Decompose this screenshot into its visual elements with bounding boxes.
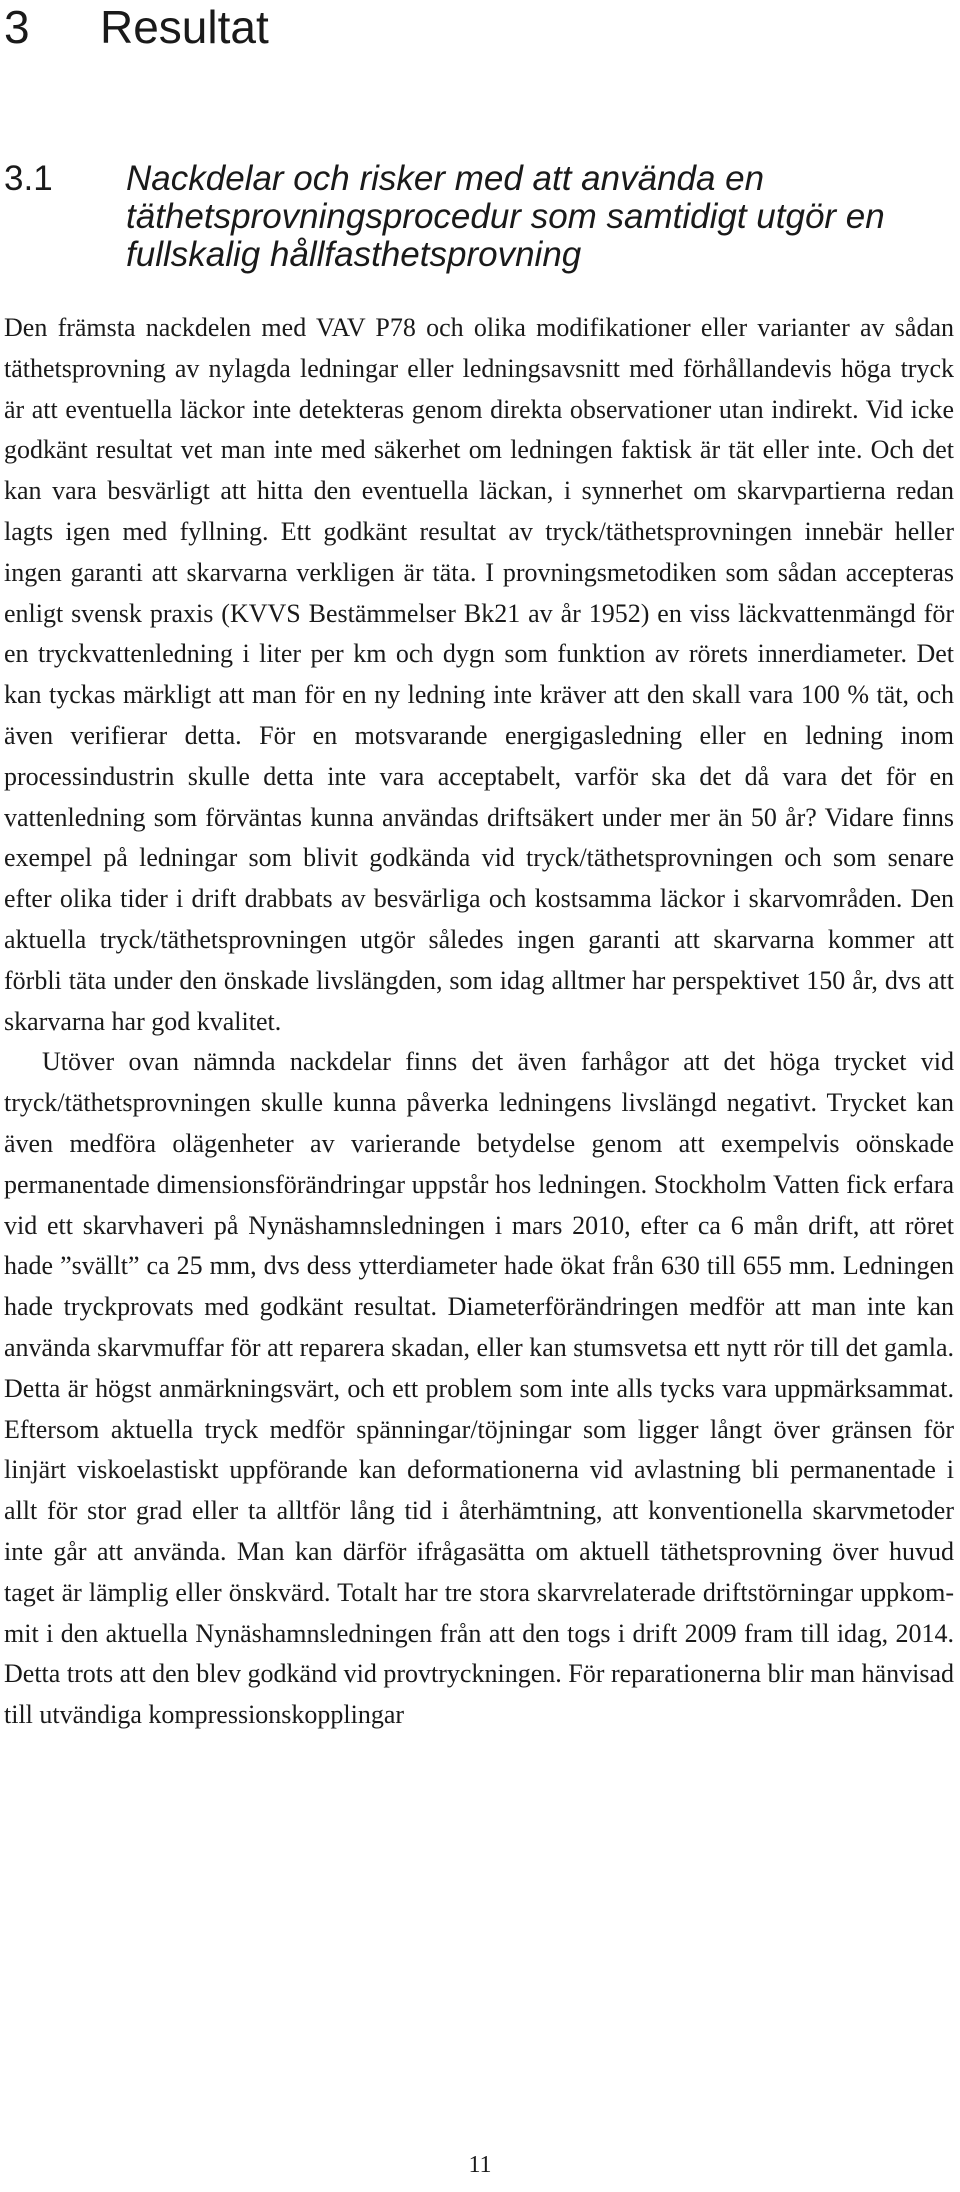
section-title: Nackdelar och risker med att använda en täthetsprovningsprocedur som samtidigt utgör en fullskalig hållfasthetsprovning: [126, 159, 885, 274]
body-text: [4, 308, 954, 1736]
page-number: 11: [468, 2152, 492, 2178]
section-heading: [4, 160, 954, 274]
chapter-number: 3: [4, 1, 30, 53]
paragraph-1: Den främsta nackdelen med VAV P78 och olika modifikationer eller varianter av sådan täthetsprovning av nylagda ledningar eller ledningsavsnitt med förhållandevis höga tryck är att eventuella läckor inte detekteras genom direkta observationer utan indirekt. Vid icke godkänt resultat vet man inte med säkerhet om ledningen faktisk är tät eller inte. Och det kan vara besvärligt att hitta den eventuella läckan, i synnerhet om skarvpartierna redan lagts igen med fyllning. Ett godkänt resultat av tryck/täthetsprovningen innebär heller ingen garanti att skarvarna verkligen är täta. I provningsmetodiken som sådan accepteras enligt svensk praxis (KVVS Bestämmelser Bk21 av år 1952) en viss läckvattenmängd för en tryckvattenledning i liter per km och dygn som funktion av rörets innerdiameter. Det kan tyckas märkligt att man för en ny ledning inte kräver att den skall vara 100 % tät, och även verifierar detta. För en motsvarande energigasledning eller en ledning inom processindustrin skulle detta inte vara acceptabelt, varför ska det då vara det för en vattenledning som förväntas kunna användas driftsäkert under mer än 50 år? Vidare finns exempel på ledningar som blivit godkända vid tryck/täthetsprovningen och som senare efter olika tider i drift drabbats av besvärliga och kostsamma läckor i skarvområden. Den aktuella tryck/täthetsprovningen utgör således ingen garanti att skarvarna kommer att förbli täta under den önskade livslängden, som idag alltmer har perspektivet 150 år, dvs att skarvarna har god kvalitet.: [4, 313, 954, 1036]
section-number: 3.1: [4, 159, 53, 198]
chapter-heading: [4, 0, 269, 54]
chapter-title: Resultat: [100, 1, 269, 53]
paragraph-2: Utöver ovan nämnda nackdelar finns det även farhågor att det höga trycket vid tryck/täthetsprovningen skulle kunna påverka ledningens livslängd negativt. Trycket kan även medföra olägenheter av varierande betydelse genom att exempelvis oönskade permanentade dimensionsförändringar uppstår hos ledningen. Stockholm Vatten fick erfara vid ett skarvhaveri på Nynäshamnsledningen i mars 2010, efter ca 6 mån drift, att röret hade ”svällt” ca 25 mm, dvs dess ytterdiameter hade ökat från 630 till 655 mm. Ledningen hade tryckprovats med godkänt resultat. Diameterförändringen medför att man inte kan använda skarvmuffar för att reparera skadan, eller kan stumsvetsa ett nytt rör till det gamla. Detta är högst anmärkningsvärt, och ett problem som inte alls tycks vara uppmärksammat. Eftersom aktuella tryck medför spänningar/töjningar som ligger långt över gränsen för linjärt viskoelastiskt uppförande kan deformationerna vid avlastning bli permanentade i allt för stor grad eller ta alltför lång tid i återhämtning, att konventionella skarvmetoder inte går att använda. Man kan därför ifrågasätta om aktuell täthetsprovning över huvud taget är lämplig eller önskvärd. Totalt har tre stora skarvrelaterade driftstörningar uppkommit i den aktuella Nynäshamnsledningen från att den togs i drift 2009 fram till idag, 2014. Detta trots att den blev godkänd vid provtryckningen. För reparationerna blir man hänvisad till utvändiga kompressionskopplingar: [4, 1047, 954, 1730]
